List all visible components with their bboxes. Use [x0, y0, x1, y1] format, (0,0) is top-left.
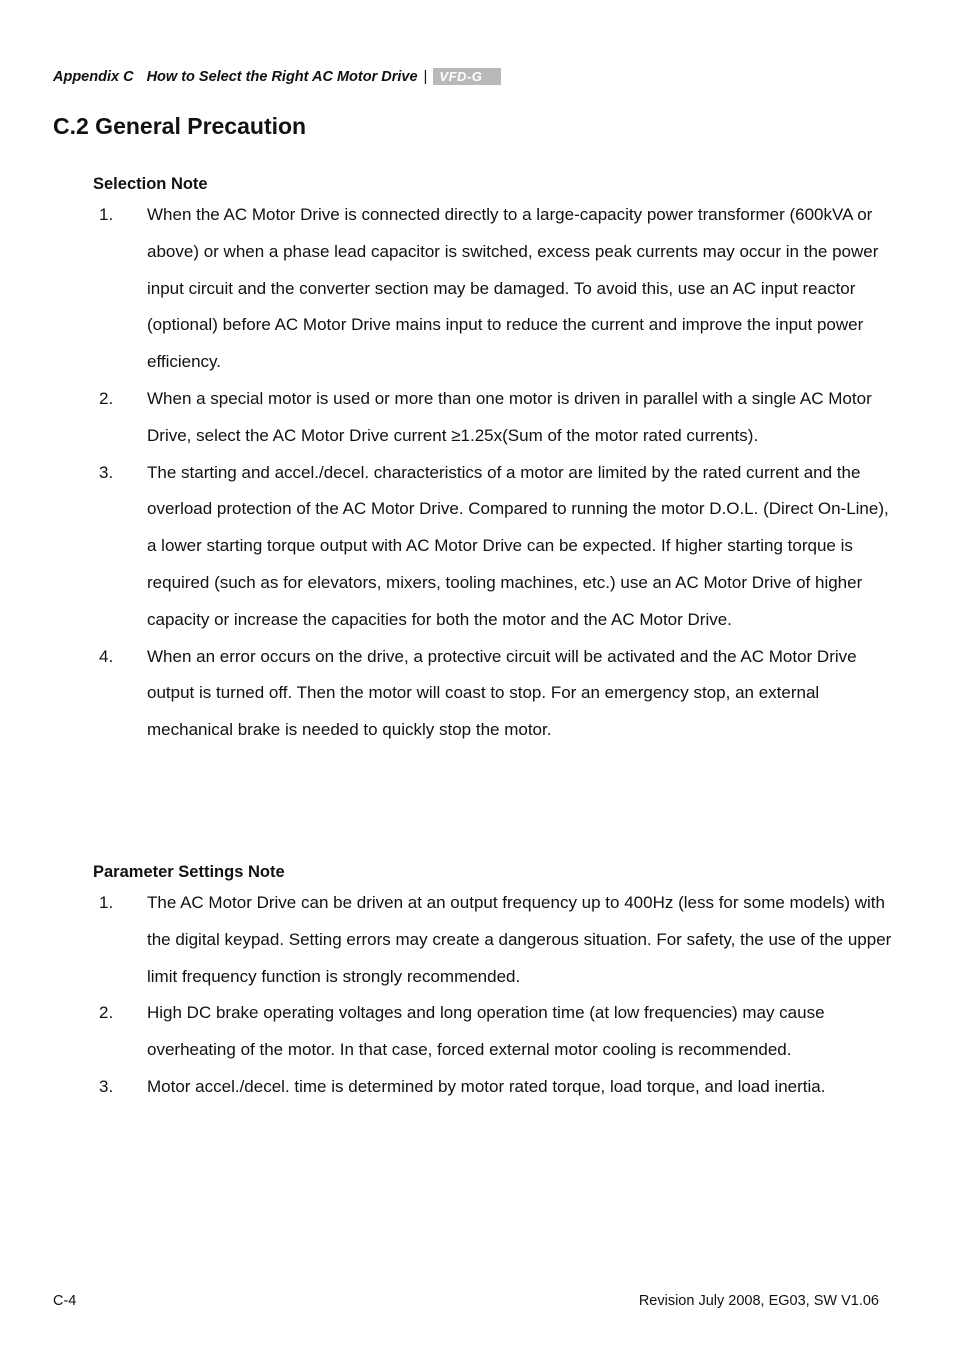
revision-info: Revision July 2008, EG03, SW V1.06 [638, 1293, 879, 1309]
list-item [93, 1069, 893, 1106]
list-item [93, 639, 893, 749]
item-number: 1. [99, 893, 114, 912]
header-title: How to Select the Right AC Motor Drive [146, 68, 418, 85]
item-text: Motor accel./decel. time is determined by motor rated torque, load torque, and load inertia. [147, 1076, 826, 1096]
page-title: C.2 General Precaution [53, 113, 307, 139]
list-item [93, 885, 893, 995]
vfd-g-logo [433, 68, 501, 85]
list-item [93, 995, 893, 1069]
parameter-note-section [93, 861, 893, 1106]
selection-note-section [93, 173, 893, 749]
list-item [93, 197, 893, 381]
item-number: 4. [99, 646, 114, 666]
parameter-note-list [93, 885, 893, 1106]
item-text: When a special motor is used or more than one motor is driven in parallel with a single AC Motor Drive, select the AC Motor Drive current ≥1.25x(Sum of the motor rated currents). [147, 388, 872, 445]
running-header [53, 68, 501, 85]
item-number: 2. [99, 1003, 114, 1023]
item-number: 3. [99, 462, 114, 482]
header-appendix: Appendix C [53, 68, 134, 85]
item-text: When the AC Motor Drive is connected directly to a large-capacity power transformer (600kVA or above) or when a phase lead capacitor is switched, excess peak currents may occur in the power input circuit and the converter section may be damaged. To avoid this, use an AC input reactor (optional) before AC Motor Drive mains input to reduce the current and improve the input power efficiency. [147, 205, 879, 372]
item-number: 2. [99, 388, 114, 408]
list-item [93, 455, 893, 639]
item-text: High DC brake operating voltages and long operation time (at low frequencies) may cause overheating of the motor. In that case, forced external motor cooling is recommended. [147, 1003, 825, 1060]
selection-note-heading: Selection Note [93, 175, 208, 193]
item-text: The AC Motor Drive can be driven at an output frequency up to 400Hz (less for some models) with the digital keypad. Setting errors may create a dangerous situation. For safety, the use of the upper limit frequency function is strongly recommended. [147, 893, 892, 986]
item-text: When an error occurs on the drive, a protective circuit will be activated and the AC Motor Drive output is turned off. Then the motor will coast to stop. For an emergency stop, an external mechanical brake is needed to quickly stop the motor. [147, 646, 857, 740]
item-number: 1. [99, 205, 114, 224]
item-text: The starting and accel./decel. characteristics of a motor are limited by the rated current and the overload protection of the AC Motor Drive. Compared to running the motor D.O.L. (Direct On-Line), a lower starting torque output with AC Motor Drive can be expected. If higher starting torque is required (such as for elevators, mixers, tooling machines, etc.) use an AC Motor Drive of higher capacity or increase the capacities for both the motor and the AC Motor Drive. [147, 462, 889, 629]
list-item [93, 381, 893, 455]
page-number: C-4 [53, 1293, 77, 1309]
selection-note-list [93, 197, 893, 749]
item-number: 3. [99, 1076, 114, 1096]
logo-text: VFD-G [439, 69, 483, 84]
parameter-note-heading: Parameter Settings Note [93, 863, 285, 881]
header-separator: | [423, 68, 428, 85]
